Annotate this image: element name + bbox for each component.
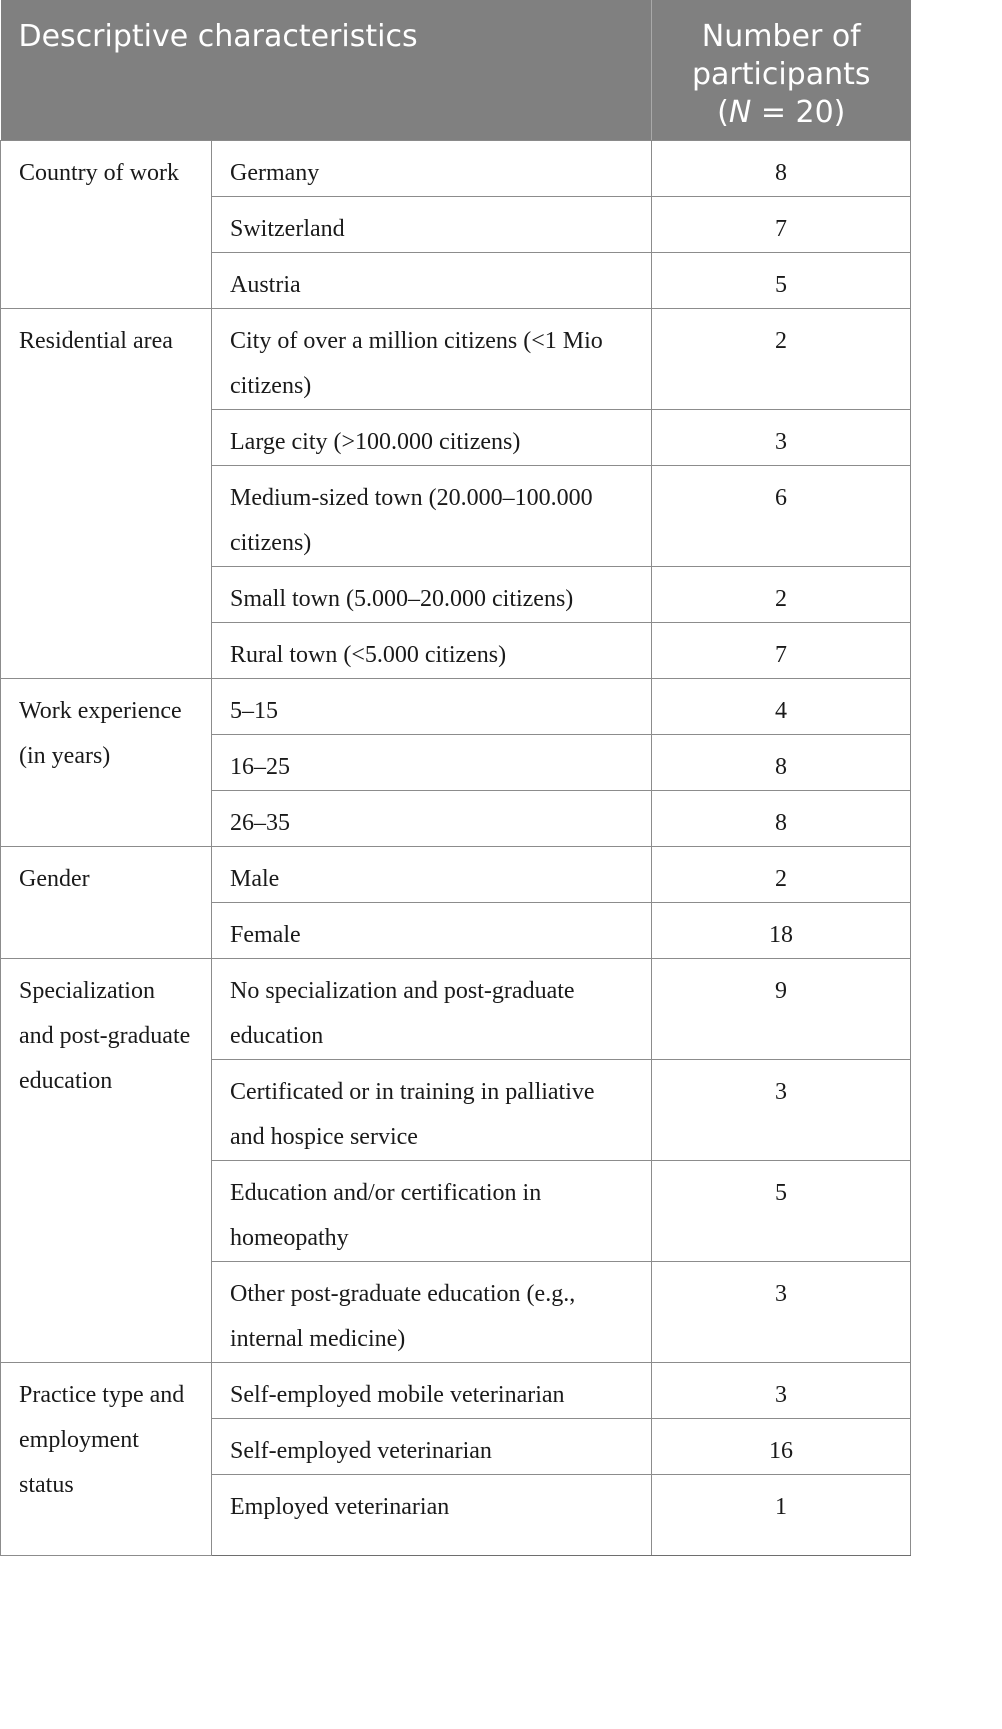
row-value: 5 (652, 1160, 911, 1261)
row-label: Switzerland (212, 196, 652, 252)
row-label: City of over a million citizens (<1 Mio citizens) (212, 308, 652, 409)
row-label: 5–15 (212, 678, 652, 734)
row-value: 7 (652, 622, 911, 678)
category-cell: Country of work (1, 140, 212, 308)
row-label: Male (212, 846, 652, 902)
header-number-of-participants: Number of participants (N = 20) (652, 0, 911, 140)
row-label: 16–25 (212, 734, 652, 790)
row-value: 3 (652, 409, 911, 465)
row-value: 2 (652, 308, 911, 409)
header-row (1, 0, 911, 140)
row-value: 8 (652, 790, 911, 846)
row-label: Self-employed mobile veterinarian (212, 1362, 652, 1418)
row-label: Germany (212, 140, 652, 196)
row-value: 16 (652, 1418, 911, 1474)
category-cell: Residential area (1, 308, 212, 678)
row-label: Medium-sized town (20.000–100.000 citizens) (212, 465, 652, 566)
row-value: 6 (652, 465, 911, 566)
table-header (1, 0, 911, 140)
row-label: Self-employed veterinarian (212, 1418, 652, 1474)
row-label: 26–35 (212, 790, 652, 846)
row-label: Employed veterinarian (212, 1474, 652, 1555)
category-cell: Specialization and post-graduate education (1, 958, 212, 1362)
table-row (1, 958, 911, 1059)
row-label: Female (212, 902, 652, 958)
row-value: 5 (652, 252, 911, 308)
row-value: 7 (652, 196, 911, 252)
table-row (1, 678, 911, 734)
category-cell: Gender (1, 846, 212, 958)
row-label: No specialization and post-graduate education (212, 958, 652, 1059)
row-value: 3 (652, 1362, 911, 1418)
row-value: 2 (652, 846, 911, 902)
row-label: Education and/or certification in homeopathy (212, 1160, 652, 1261)
row-value: 3 (652, 1059, 911, 1160)
table-row (1, 140, 911, 196)
table-row (1, 308, 911, 409)
category-cell: Work experience (in years) (1, 678, 212, 846)
row-label: Other post-graduate education (e.g., internal medicine) (212, 1261, 652, 1362)
row-label: Certificated or in training in palliative and hospice service (212, 1059, 652, 1160)
row-value: 4 (652, 678, 911, 734)
header-descriptive-characteristics: Descriptive characteristics (1, 0, 652, 140)
row-value: 18 (652, 902, 911, 958)
row-value: 9 (652, 958, 911, 1059)
row-label: Large city (>100.000 citizens) (212, 409, 652, 465)
category-cell: Practice type and employment status (1, 1362, 212, 1555)
row-label: Small town (5.000–20.000 citizens) (212, 566, 652, 622)
row-value: 1 (652, 1474, 911, 1555)
row-value: 2 (652, 566, 911, 622)
row-label: Rural town (<5.000 citizens) (212, 622, 652, 678)
row-value: 8 (652, 734, 911, 790)
table-row (1, 1362, 911, 1418)
row-value: 3 (652, 1261, 911, 1362)
row-value: 8 (652, 140, 911, 196)
row-label: Austria (212, 252, 652, 308)
table-row (1, 846, 911, 902)
